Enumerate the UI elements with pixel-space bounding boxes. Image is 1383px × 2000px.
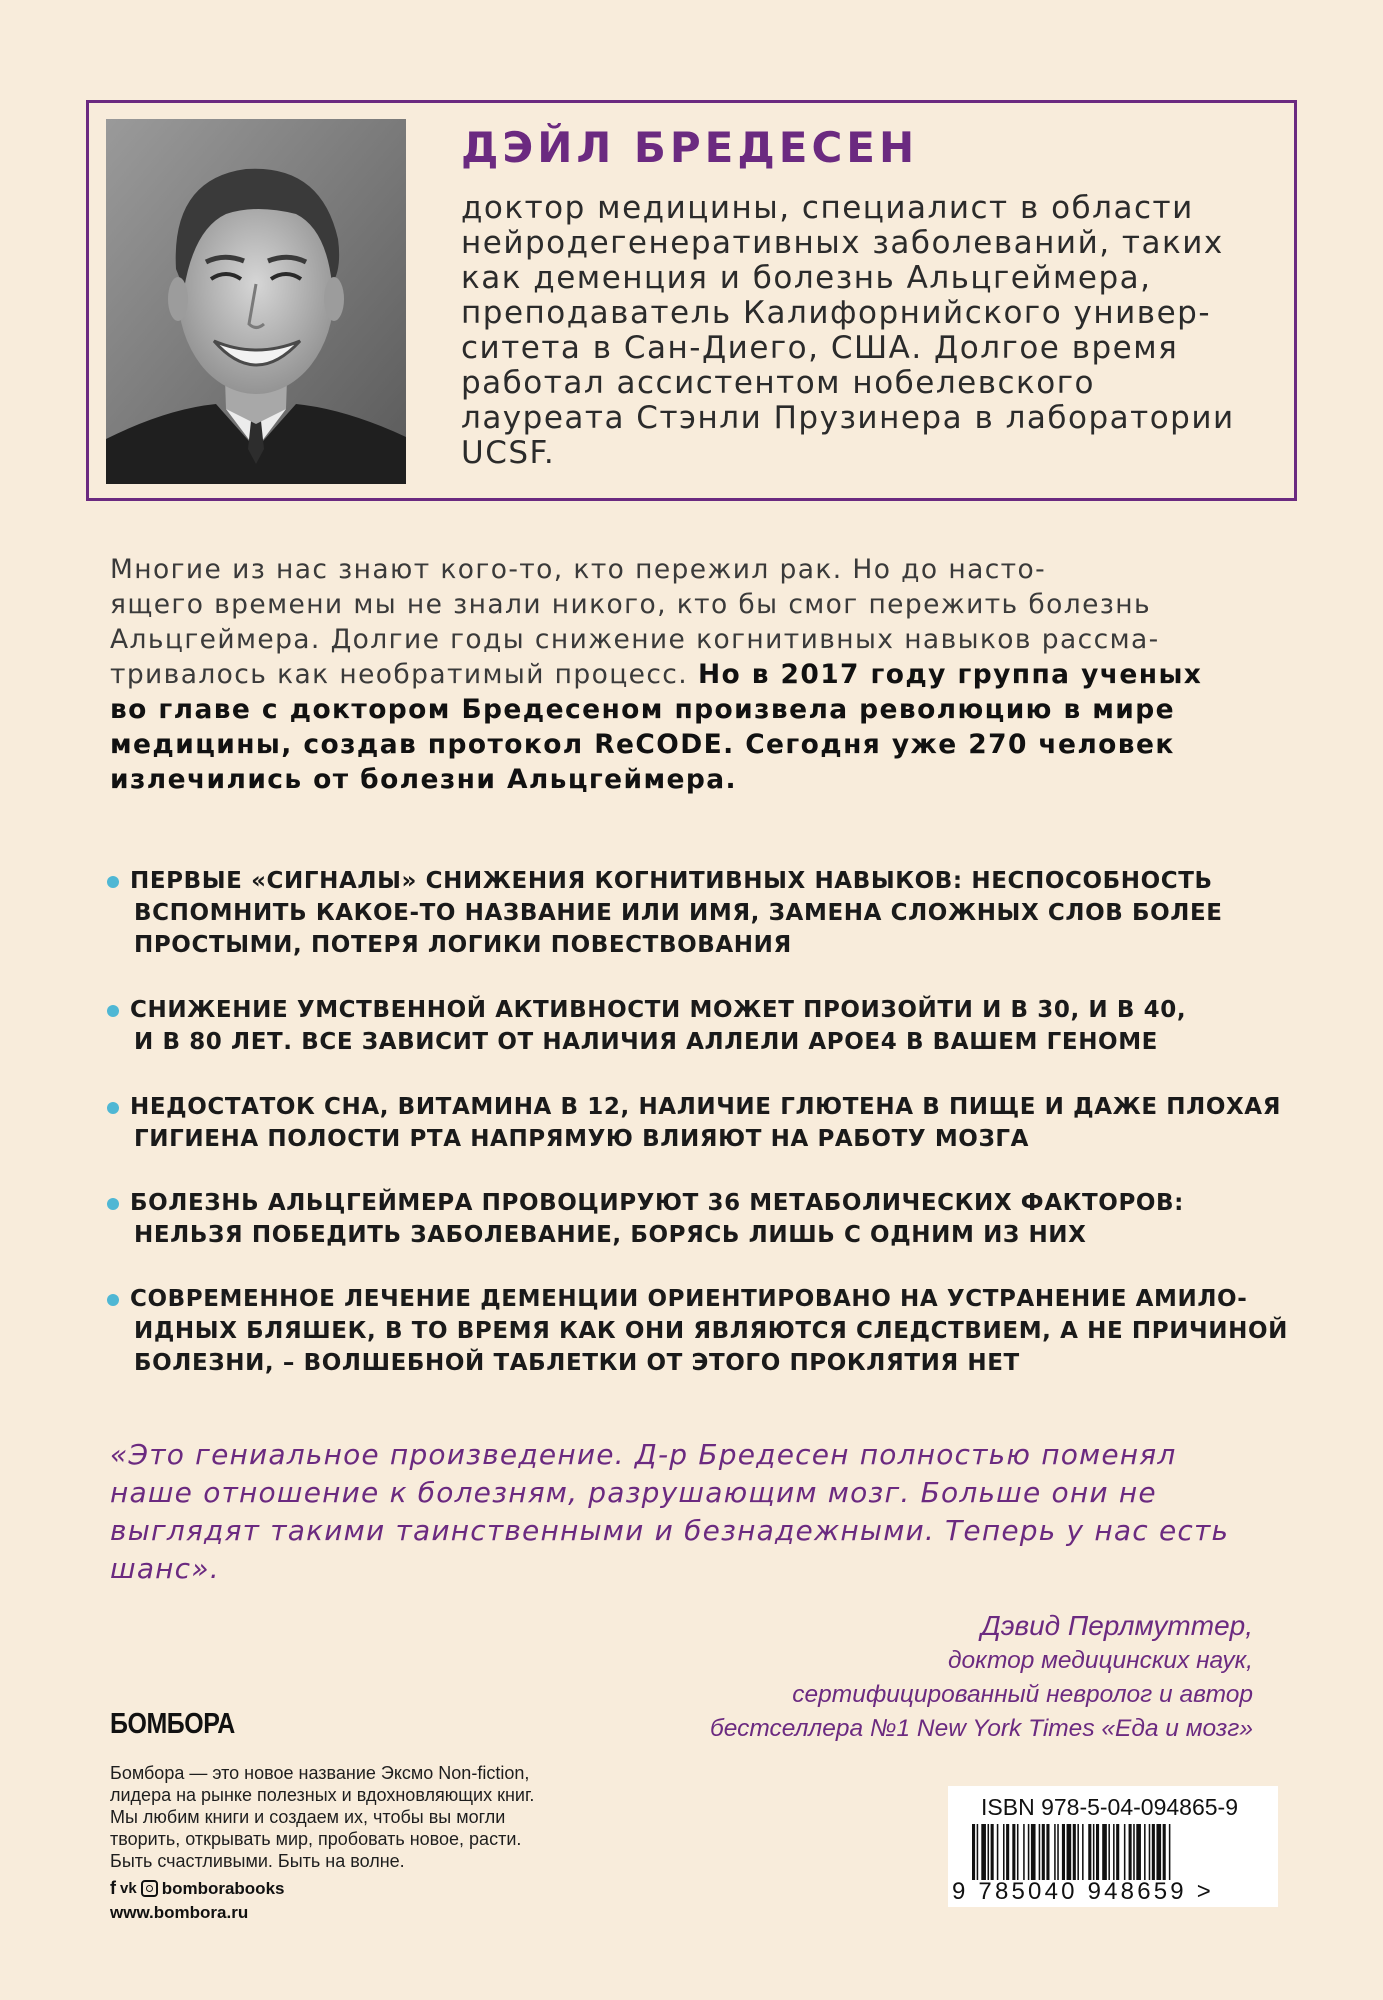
intro-bold-line: медицины, создав протокол ReCODE. Сегодня уже 270 человек	[110, 729, 1175, 760]
intro-line: Альцгеймера. Долгие годы снижение когнитивных навыков рассма-	[110, 624, 1160, 655]
intro-bold-part: Но в 2017 году группа ученых	[697, 659, 1203, 690]
barcode-bar	[1023, 1824, 1025, 1880]
barcode-bar	[972, 1824, 975, 1880]
bullet-line: ГИГИЕНА ПОЛОСТИ РТА НАПРЯМУЮ ВЛИЯЮТ НА РАБОТУ МОЗГА	[134, 1126, 1030, 1152]
quote-line: «Это гениальное произведение. Д-р Бредесен полностью поменял	[110, 1438, 1177, 1471]
quote-line: наше отношение к болезням, разрушающим мозг. Больше они не	[110, 1476, 1157, 1509]
intro-line: ящего времени мы не знали никого, кто бы смог пережить болезнь	[110, 589, 1152, 620]
isbn-number: ISBN 978-5-04-094865-9	[981, 1794, 1238, 1820]
barcode-bar	[1054, 1824, 1056, 1880]
barcode-bar	[1039, 1824, 1041, 1880]
quote-author-role: доктор медицинских наук,	[947, 1647, 1253, 1674]
barcode-bar	[1169, 1824, 1171, 1880]
bullet-line: ИДНЫХ БЛЯШЕК, В ТО ВРЕМЯ КАК ОНИ ЯВЛЯЮТСЯ СЛЕДСТВИЕМ, А НЕ ПРИЧИНОЙ	[134, 1318, 1288, 1344]
author-bio	[461, 191, 1281, 471]
publisher-desc-line: Быть счастливыми. Быть на волне.	[110, 1851, 405, 1871]
intro-bold-line: во главе с доктором Бредесеном произвела революцию в мире	[110, 694, 1176, 725]
quote-author-role: бестселлера №1 New York Times «Еда и мозг»	[710, 1715, 1253, 1742]
barcode-box	[948, 1786, 1278, 1907]
bio-line: лауреата Стэнли Прузинера в лаборатории	[461, 400, 1235, 436]
quote-attribution	[710, 1608, 1253, 1746]
barcode-bar	[977, 1824, 979, 1880]
barcode-bar	[1088, 1824, 1091, 1880]
quote-author-role: сертифицированный невролог и автор	[792, 1681, 1253, 1708]
barcode-bar	[1077, 1824, 1079, 1880]
bullet-line: СНИЖЕНИЕ УМСТВЕННОЙ АКТИВНОСТИ МОЖЕТ ПРОИЗОЙТИ И В 30, И В 40,	[130, 997, 1187, 1023]
barcode-bar	[1006, 1824, 1009, 1880]
barcode-bar	[1003, 1824, 1005, 1880]
barcode-bar	[1012, 1824, 1015, 1880]
bullet-line: НЕДОСТАТОК СНА, ВИТАМИНА В 12, НАЛИЧИЕ ГЛЮТЕНА В ПИЩЕ И ДАЖЕ ПЛОХАЯ	[130, 1094, 1282, 1120]
barcode-bar	[1124, 1824, 1126, 1880]
barcode-bar	[1067, 1824, 1072, 1880]
barcode-bar	[1152, 1824, 1155, 1880]
author-photo	[106, 119, 406, 484]
author-portrait-image	[106, 119, 406, 484]
barcode-bar	[1149, 1824, 1151, 1880]
review-quote	[110, 1436, 1260, 1588]
barcode-bar	[1031, 1824, 1036, 1880]
barcode-bar	[1093, 1824, 1095, 1880]
bullet-dot-icon	[107, 1198, 119, 1210]
bullet-line: И В 80 ЛЕТ. ВСЕ ЗАВИСИТ ОТ НАЛИЧИЯ АЛЛЕЛИ АРОЕ4 В ВАШЕМ ГЕНОМЕ	[134, 1029, 1158, 1055]
instagram-icon[interactable]	[141, 1880, 158, 1897]
barcode-bar	[1082, 1824, 1084, 1880]
barcode-digits: 9 785040 948659 >	[952, 1878, 1214, 1905]
quote-line: шанс».	[110, 1552, 220, 1585]
quote-line: выглядят такими таинственными и безнадежными. Теперь у нас есть	[110, 1514, 1230, 1547]
barcode-bar	[1156, 1824, 1161, 1880]
bio-line: как деменция и болезнь Альцгеймера,	[461, 260, 1152, 296]
bullet-dot-icon	[107, 1005, 119, 1017]
barcode-bar	[1163, 1824, 1166, 1880]
intro-paragraph	[110, 552, 1240, 797]
barcode-bar	[991, 1824, 994, 1880]
barcode-bar	[1136, 1824, 1141, 1880]
barcode-bar	[981, 1824, 986, 1880]
bullet-line: ПЕРВЫЕ «СИГНАЛЫ» СНИЖЕНИЯ КОГНИТИВНЫХ НАВЫКОВ: НЕСПОСОБНОСТЬ	[130, 868, 1213, 894]
barcode-bar	[1113, 1824, 1115, 1880]
bio-line: доктор медицины, специалист в области	[461, 190, 1194, 226]
intro-bold-line: излечились от болезни Альцгеймера.	[110, 764, 738, 795]
social-handle[interactable]: bomborabooks	[161, 1878, 285, 1898]
bullet-line: БОЛЕЗНИ, – ВОЛШЕБНОЙ ТАБЛЕТКИ ОТ ЭТОГО ПРОКЛЯТИЯ НЕТ	[134, 1350, 1020, 1376]
barcode-bar	[1108, 1824, 1110, 1880]
barcode-image	[954, 1824, 1272, 1880]
barcode-bar	[997, 1824, 999, 1880]
barcode-bar	[1028, 1824, 1030, 1880]
social-links	[110, 1878, 284, 1899]
bio-line: ситета в Сан-Диего, США. Долгое время	[461, 330, 1179, 366]
bullet-dot-icon	[107, 1294, 119, 1306]
publisher-desc-line: Бомбора — это новое название Эксмо Non-fiction,	[110, 1763, 530, 1783]
barcode-bar	[1042, 1824, 1045, 1880]
quote-author: Дэвид Перлмуттер,	[981, 1610, 1253, 1641]
bullet-line: БОЛЕЗНЬ АЛЬЦГЕЙМЕРА ПРОВОЦИРУЮТ 36 МЕТАБОЛИЧЕСКИХ ФАКТОРОВ:	[130, 1190, 1184, 1216]
barcode-bar	[1017, 1824, 1019, 1880]
barcode-bar	[988, 1824, 990, 1880]
publisher-logo: БОМБОРА	[110, 1708, 235, 1740]
barcode-bar	[1129, 1824, 1132, 1880]
bio-line: UCSF.	[461, 435, 556, 471]
author-name: ДЭЙЛ БРЕДЕСЕН	[461, 123, 919, 172]
intro-regular-part: тривалось как необратимый процесс.	[110, 659, 698, 690]
publisher-desc-line: Мы любим книги и создаем их, чтобы вы могли	[110, 1807, 506, 1827]
barcode-bar	[1116, 1824, 1119, 1880]
bullet-line: СОВРЕМЕННОЕ ЛЕЧЕНИЕ ДЕМЕНЦИИ ОРИЕНТИРОВАНО НА УСТРАНЕНИЕ АМИЛО-	[130, 1286, 1248, 1312]
bullet-line: ВСПОМНИТЬ КАКОЕ-ТО НАЗВАНИЕ ИЛИ ИМЯ, ЗАМЕНА СЛОЖНЫХ СЛОВ БОЛЕЕ	[134, 900, 1223, 926]
bullet-dot-icon	[107, 1102, 119, 1114]
publisher-description	[110, 1762, 670, 1872]
barcode-bar	[1073, 1824, 1076, 1880]
barcode-bar	[1102, 1824, 1107, 1880]
barcode-bar	[1133, 1824, 1135, 1880]
barcode-bar	[1057, 1824, 1059, 1880]
intro-line: Многие из нас знают кого-то, кто пережил рак. Но до насто-	[110, 554, 1047, 585]
facebook-icon[interactable]: f	[110, 1878, 116, 1898]
bullet-dot-icon	[107, 876, 119, 888]
publisher-desc-line: творить, открывать мир, пробовать новое, расти.	[110, 1829, 522, 1849]
author-box	[86, 100, 1297, 501]
barcode-bar	[1096, 1824, 1099, 1880]
bullet-line: ПРОСТЫМИ, ПОТЕРЯ ЛОГИКИ ПОВЕСТВОВАНИЯ	[134, 932, 792, 958]
bio-line: нейродегенеративных заболеваний, таких	[461, 225, 1224, 261]
barcode-bar	[1062, 1824, 1065, 1880]
barcode-bar	[1144, 1824, 1146, 1880]
vk-icon[interactable]: vk	[120, 1880, 137, 1897]
intro-line-mixed	[110, 657, 1240, 692]
bio-line: преподаватель Калифорнийского универ-	[461, 295, 1212, 331]
bio-line: работал ассистентом нобелевского	[461, 365, 1095, 401]
bullet-line: НЕЛЬЗЯ ПОБЕДИТЬ ЗАБОЛЕВАНИЕ, БОРЯСЬ ЛИШЬ С ОДНИМ ИЗ НИХ	[134, 1222, 1087, 1248]
website-link[interactable]: www.bombora.ru	[110, 1903, 249, 1922]
publisher-desc-line: лидера на рынке полезных и вдохновляющих книг.	[110, 1785, 535, 1805]
barcode-bar	[1046, 1824, 1049, 1880]
